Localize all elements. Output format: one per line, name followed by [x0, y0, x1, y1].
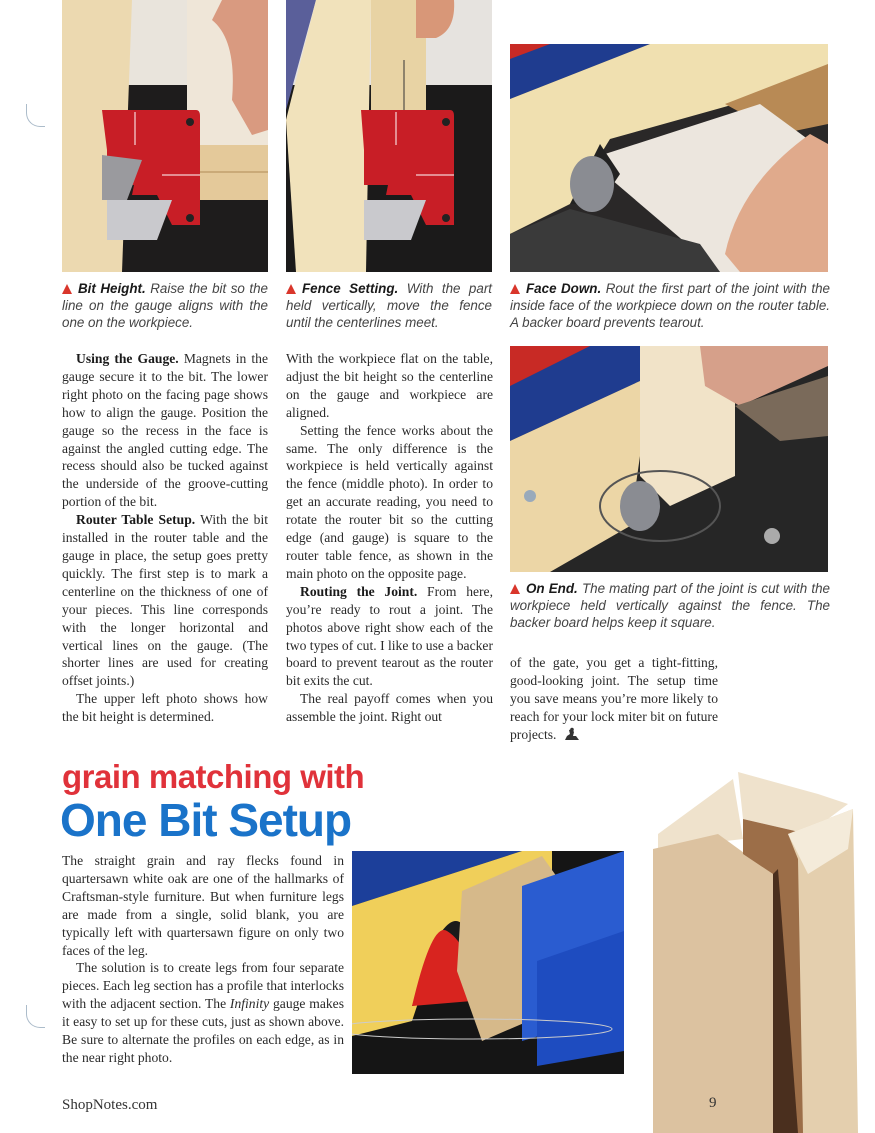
triangle-bullet-icon: [510, 284, 520, 294]
end-of-article-icon: [564, 727, 580, 741]
footer-site-name: ShopNotes.com: [62, 1097, 158, 1113]
paragraph-workpiece-flat: [286, 350, 493, 422]
sidebar-paragraph-2: [62, 959, 344, 1066]
caption-on-end: [510, 580, 830, 631]
paragraph-text: The straight grain and ray flecks found in quartersawn white oak are one of the hallmarks of Craftsman-style furniture. But when furniture legs are made from a single, solid blank, you are typically left with quartersawn figure on only two faces of the leg.: [62, 853, 344, 958]
paragraph-router-table-setup: [62, 511, 268, 690]
sidebar-body: [62, 852, 344, 1067]
caption-body: Raise the bit so the line on the gauge aligns with the one on the workpiece.: [62, 281, 268, 330]
photo-on-end: [510, 346, 828, 572]
paragraph-routing-joint: [286, 583, 493, 690]
photo-featherboard-setup: [352, 851, 624, 1074]
article-column-2: [286, 350, 493, 726]
paragraph-text: The solution is to create legs from four separate pieces. Each leg section has a profile that interlocks with the adjacent section. The: [62, 960, 344, 1012]
leg-assembly-photo-art: [648, 764, 860, 1133]
paragraph-conclusion: [510, 654, 718, 744]
paragraph-text: of the gate, you get a tight-fitting, good-looking joint. The setup time you save means you’re more likely to reach for your lock miter bit on future projects.: [510, 655, 718, 742]
article-column-3: [510, 654, 718, 744]
bit-height-photo-art: [62, 0, 268, 272]
caption-title: On End.: [526, 581, 578, 596]
photo-bit-height: [62, 0, 268, 272]
sidebar-headline-bottom: One Bit Setup: [60, 794, 352, 846]
paragraph-heading: Routing the Joint.: [300, 583, 418, 599]
paragraph-text: With the bit installed in the router table and the gauge in place, the setup goes pretty quickly. The first step is to mark a centerline on the thickness of one of your pieces. This line corresponds with the longer horizontal and vertical lines on the gauge. (The shorter lines are used for creating offset joints.): [62, 512, 268, 689]
sidebar-paragraph-1: [62, 852, 344, 959]
paragraph-upper-left-photo: [62, 690, 268, 726]
face-down-photo-art: [510, 44, 828, 272]
caption-title: Fence Setting.: [302, 281, 399, 296]
caption-body: With the part held vertically, move the fence until the centerlines meet.: [286, 281, 492, 330]
photo-leg-assembly: [648, 764, 860, 1133]
on-end-photo-art: [510, 346, 828, 572]
triangle-bullet-icon: [286, 284, 296, 294]
paragraph-text: gauge makes it easy to set up for these cuts, just as shown above. Be sure to alternate the profiles on each edge, as in the near right photo.: [62, 996, 345, 1065]
page-number: 9: [709, 1095, 717, 1111]
photo-fence-setting: [286, 0, 492, 272]
caption-body: Rout the first part of the joint with the inside face of the workpiece down on the router table. A backer board prevents tearout.: [510, 281, 830, 330]
paragraph-heading: Router Table Setup.: [76, 512, 196, 528]
paragraph-text: The real payoff comes when you assemble the joint. Right out: [286, 691, 493, 725]
paragraph-using-gauge: [62, 350, 268, 511]
binder-hole-mark-top: [26, 104, 45, 127]
caption-fence-setting: [286, 280, 492, 331]
binder-hole-mark-bottom: [26, 1005, 45, 1028]
paragraph-text: With the workpiece flat on the table, adjust the bit height so the centerline on the gauge and workpiece are aligned.: [286, 351, 493, 420]
caption-face-down: [510, 280, 830, 331]
featherboard-photo-art: [352, 851, 624, 1074]
sidebar-headline-top: grain matching with: [62, 758, 365, 795]
caption-title: Bit Height.: [78, 281, 146, 296]
fence-setting-photo-art: [286, 0, 492, 272]
caption-title: Face Down.: [526, 281, 602, 296]
paragraph-real-payoff: [286, 690, 493, 726]
article-column-1: [62, 350, 268, 726]
paragraph-heading: Using the Gauge.: [76, 351, 179, 366]
product-name: Infinity: [229, 996, 270, 1012]
triangle-bullet-icon: [62, 284, 72, 294]
paragraph-text: Setting the fence works about the same. The only difference is the workpiece is held vertically against the fence (middle photo). In order to get an accurate reading, you need to rotate the router bit so the cutting edge (and gauge) is square to the router table fence, as shown in the main photo on the opposite page.: [286, 422, 493, 581]
paragraph-setting-fence: [286, 422, 493, 583]
photo-face-down: [510, 44, 828, 272]
paragraph-text: Magnets in the gauge secure it to the bit. The lower right photo on the facing page shows how to align the gauge. Position the gauge so the recess in the face is against the angled cutting edge. The recess should also be tucked against the underside of the groove-cutting portion of the bit.: [62, 351, 268, 510]
paragraph-text: The upper left photo shows how the bit height is determined.: [62, 691, 268, 725]
paragraph-text: From here, you’re ready to rout a joint. The photos above right show each of the two types of cut. I like to use a backer board to prevent tearout as the router bit exits the cut.: [286, 583, 493, 689]
caption-body: The mating part of the joint is cut with the workpiece held vertically against the fence. The backer board helps keep it square.: [510, 581, 830, 630]
triangle-bullet-icon: [510, 584, 520, 594]
caption-bit-height: [62, 280, 268, 331]
